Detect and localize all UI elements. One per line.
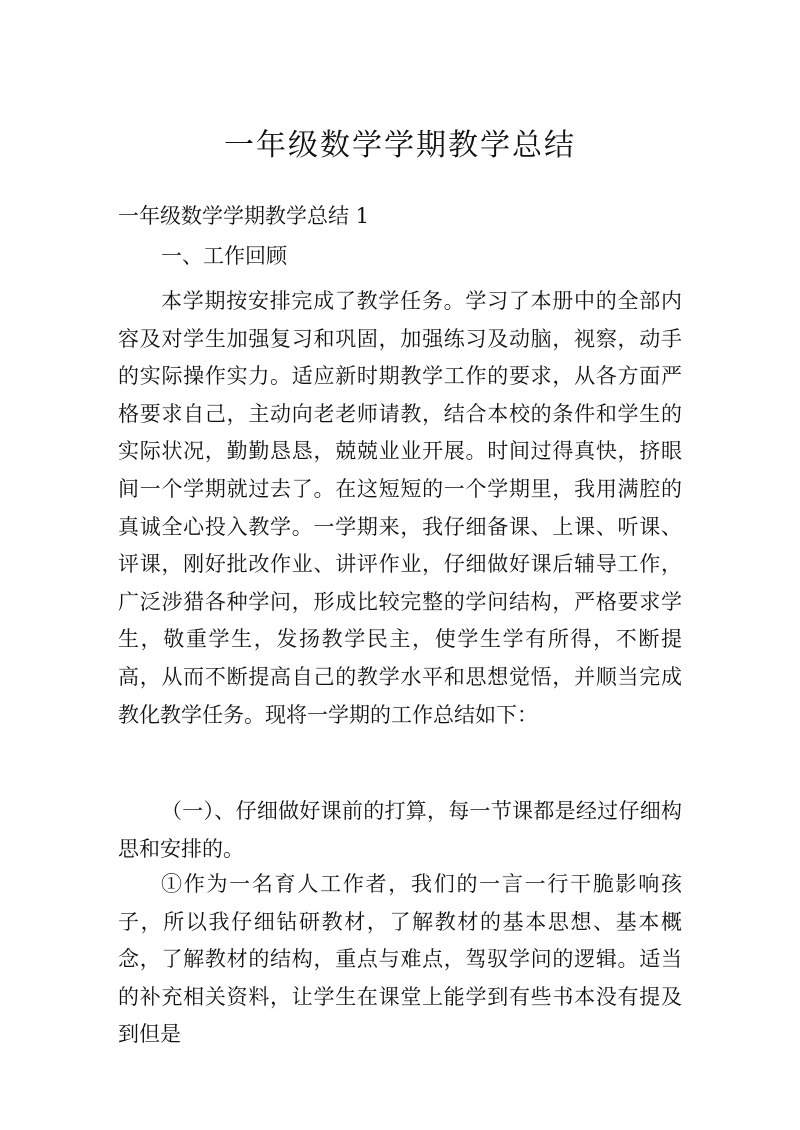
paragraph-body: 本学期按安排完成了教学任务。学习了本册中的全部内容及对学生加强复习和巩固，加强练习及动脑，视察，动手的实际操作实力。适应新时期教学工作的要求，从各方面严格要求自己，主动向老老师请教，结合本校的条件和学生的实际状况，勤勤恳恳，兢兢业业开展。时间过得真快，挤眼间一个学期就过去了。在这短短的一个学期里，我用满腔的真诚全心投入教学。一学期来，我仔细备课、上课、听课、评课，刚好批改作业、讲评作业，仔细做好课后辅导工作，广泛涉猎各种学问，形成比较完整的学问结构，严格要求学生，敬重学生，发扬教学民主，使学生学有所得，不断提高，从而不断提高自己的教学水平和思想觉悟，并顺当完成教化教学任务。现将一学期的工作总结如下： bbox=[118, 289, 682, 727]
document-title: 一年级数学学期教学总结 bbox=[224, 128, 576, 163]
section-title: 一年级数学学期教学总结 1 bbox=[118, 204, 370, 228]
paragraph-body: ①作为一名育人工作者，我们的一言一行干脆影响孩子，所以我仔细钻研教材，了解教材的基本思想、基本概念，了解教材的结构，重点与难点，驾驭学问的逻辑。适当的补充相关资料，让学生在课堂上能学到有些书本没有提及到但是 bbox=[118, 872, 682, 1047]
paragraph-heading-work-review: 一、工作回顾 bbox=[161, 244, 287, 268]
paragraph-subheading: （一）、仔细做好课前的打算，每一节课都是经过仔细构思和安排的。 bbox=[118, 799, 682, 861]
